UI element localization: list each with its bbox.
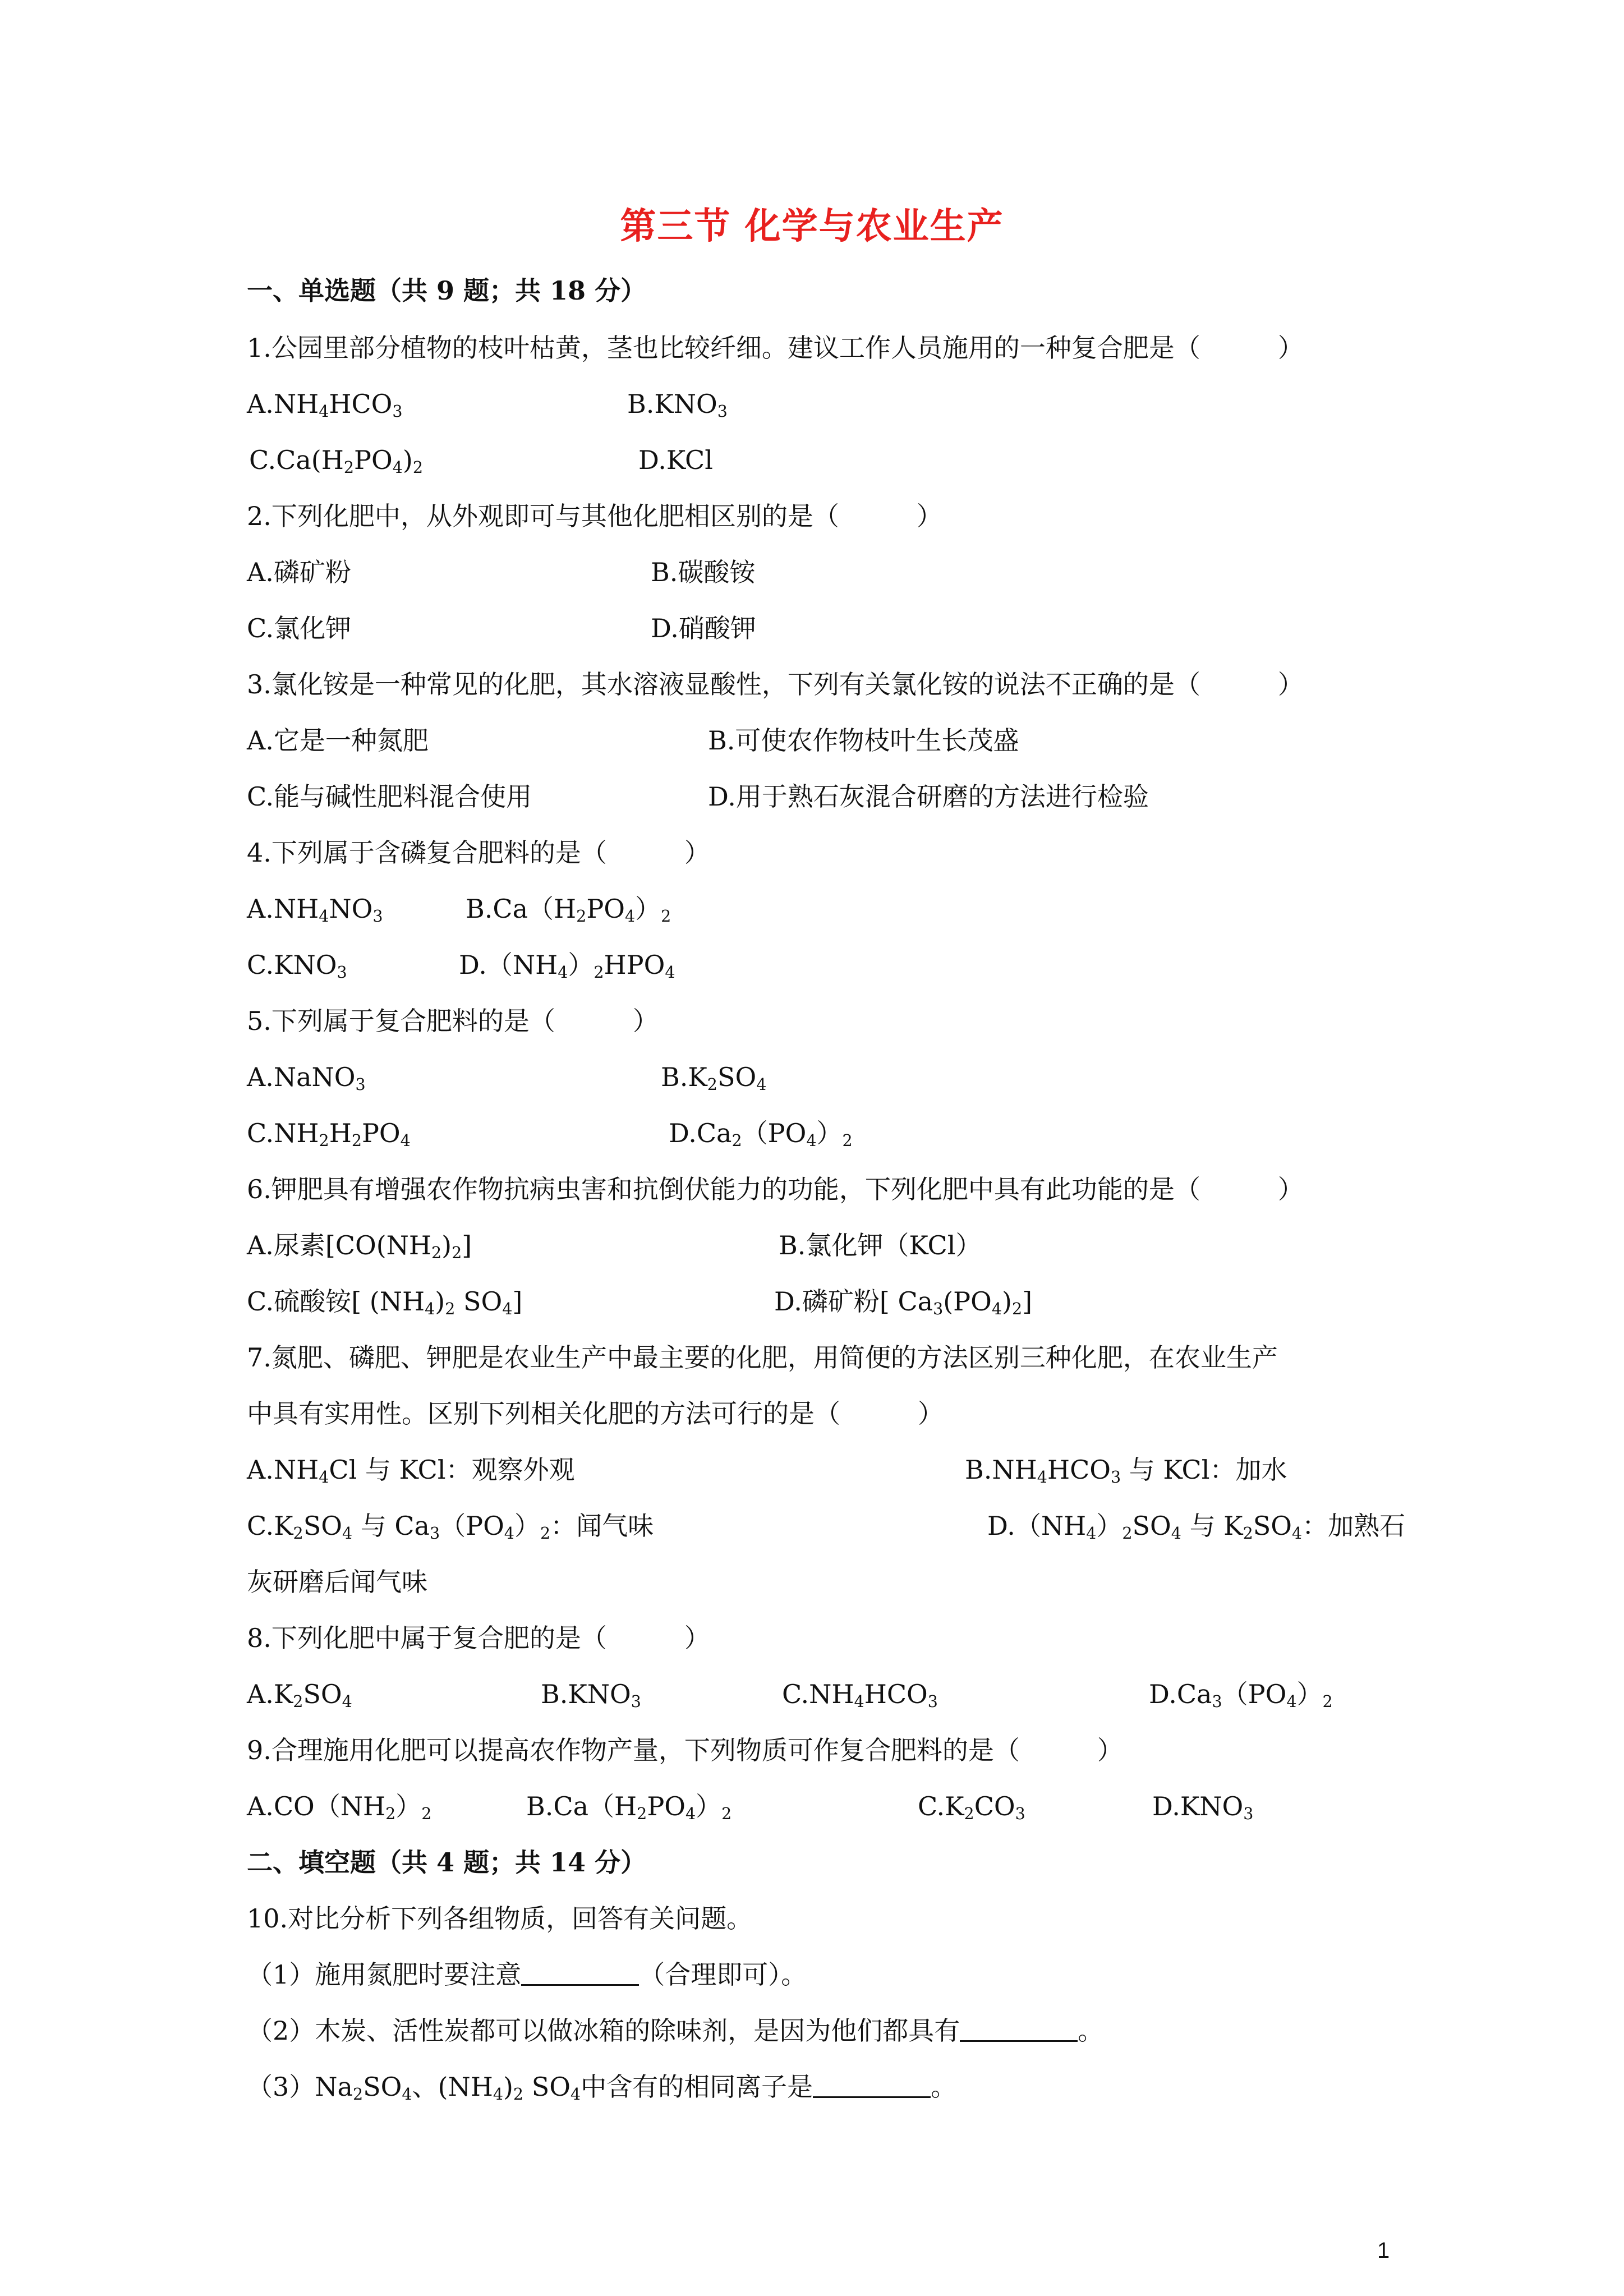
q8-option-b: $B.KNO_3$ <box>541 1679 641 1711</box>
q1-option-d: D.KCl <box>638 445 713 475</box>
q5-option-c: $C.NH_2H_2PO_4$ <box>247 1118 411 1151</box>
q6-option-a: A.尿素$[CO(NH_2)_2]$ <box>247 1230 472 1263</box>
q3-stem: 3.氯化铵是一种常见的化肥，其水溶液显酸性，下列有关氯化铵的说法不正确的是（ ） <box>247 669 1304 700</box>
q3-option-d: D.用于熟石灰混合研磨的方法进行检验 <box>708 781 1149 812</box>
q1-stem: 1.公园里部分植物的枝叶枯黄，茎也比较纤细。建议工作人员施用的一种复合肥是（ ） <box>247 333 1304 363</box>
q10-stem: 10.对比分析下列各组物质，回答有关问题。 <box>247 1903 753 1934</box>
q4-option-c: $C.KNO_3$ <box>247 950 347 982</box>
q7-option-c: $C.K_2SO_4$ 与 $Ca_3(PO_4)_2$：闻气味 <box>247 1511 654 1543</box>
q9-option-b: $B.Ca(H_2PO_4)_2$ <box>526 1791 732 1824</box>
q1-option-c: $C.Ca(H_2PO_4)_2$ <box>249 445 423 477</box>
q5-option-b: $B.K_2SO_4$ <box>661 1062 767 1094</box>
q7-stem-line2: 中具有实用性。区别下列相关化肥的方法可行的是（ ） <box>247 1398 944 1429</box>
q2-option-c: C.氯化钾 <box>247 613 352 643</box>
q7-option-d-continued: 灰研磨后闻气味 <box>247 1567 427 1597</box>
q10-part3: $(3)Na_2SO_4$、$(NH_4)_2$ $SO_4$中含有的相同离子是 。 <box>247 2072 957 2104</box>
q9-option-d: $D.KNO_3$ <box>1152 1791 1254 1824</box>
q2-option-a: A.磷矿粉 <box>247 557 351 587</box>
q5-stem: 5.下列属于复合肥料的是（ ） <box>247 1006 659 1036</box>
q10-blank-3[interactable] <box>813 2074 931 2098</box>
q1-option-b: $B.KNO_3$ <box>627 389 728 421</box>
q6-option-b: B.氯化钾（KCl） <box>779 1230 982 1260</box>
q10-part1: （1）施用氮肥时要注意 （合理即可）。 <box>247 1959 807 1990</box>
page-number: 1 <box>1377 2238 1390 2263</box>
q5-option-d: $D.Ca_2(PO_4)_2$ <box>669 1118 853 1151</box>
q3-option-b: B.可使农作物枝叶生长茂盛 <box>708 725 1019 756</box>
q9-stem: 9.合理施用化肥可以提高农作物产量，下列物质可作复合肥料的是（ ） <box>247 1735 1123 1765</box>
q9-option-a: $A.CO(NH_2)_2$ <box>247 1791 432 1824</box>
q2-stem: 2.下列化肥中，从外观即可与其他化肥相区别的是（ ） <box>247 501 942 531</box>
section-single-choice: 一、单选题（共 9 题；共 18 分） <box>247 275 647 306</box>
q3-option-a: A.它是一种氮肥 <box>247 725 429 756</box>
q5-option-a: A.NaNO$_3$ <box>247 1062 366 1094</box>
section-fill-blank: 二、填空题（共 4 题；共 14 分） <box>247 1847 647 1878</box>
q4-option-d: $D.(NH_4)_2HPO_4$ <box>459 950 675 982</box>
q8-option-a: $A.K_2SO_4$ <box>247 1679 352 1711</box>
page-title: 第三节 化学与农业生产 <box>620 205 1004 247</box>
q10-part2: （2）木炭、活性炭都可以做冰箱的除味剂，是因为他们都具有 。 <box>247 2016 1104 2046</box>
q2-option-d: D.硝酸钾 <box>651 613 756 643</box>
q7-stem-line1: 7.氮肥、磷肥、钾肥是农业生产中最主要的化肥，用简便的方法区别三种化肥，在农业生产 <box>247 1342 1278 1373</box>
q8-option-c: $C.NH_4HCO_3$ <box>782 1679 938 1711</box>
q9-option-c: $C.K_2CO_3$ <box>918 1791 1025 1824</box>
q8-option-d: $D.Ca_3(PO_4)_2$ <box>1149 1679 1333 1711</box>
q10-blank-2[interactable] <box>960 2018 1078 2042</box>
q7-option-b: $B.NH_4HCO_3$ 与 KCl：加水 <box>965 1455 1287 1487</box>
q4-stem: 4.下列属于含磷复合肥料的是（ ） <box>247 838 710 868</box>
q10-blank-1[interactable] <box>521 1962 639 1986</box>
q8-stem: 8.下列化肥中属于复合肥的是（ ） <box>247 1623 710 1653</box>
q6-stem: 6.钾肥具有增强农作物抗病虫害和抗倒伏能力的功能，下列化肥中具有此功能的是（ ） <box>247 1174 1304 1204</box>
q3-option-c: C.能与碱性肥料混合使用 <box>247 781 532 812</box>
q7-option-a: $A.NH_4Cl$ 与 KCl：观察外观 <box>247 1455 575 1487</box>
q2-option-b: B.碳酸铵 <box>651 557 756 587</box>
q6-option-d: D.磷矿粉[ $Ca_3(PO_4)_2$] <box>774 1286 1033 1319</box>
q4-option-b: $B.Ca(H_2PO_4)_2$ <box>466 894 671 926</box>
q4-option-a: $A.NH_4NO_3$ <box>247 894 383 926</box>
q1-option-a: $A.NH_4HCO_3$ <box>247 389 403 421</box>
q7-option-d: $D.(NH_4)_2SO_4$ 与 $K_2SO_4$：加熟石 <box>987 1511 1406 1543</box>
q6-option-c: C.硫酸铵[ $(NH_4)_2$ $SO_4$] <box>247 1286 523 1319</box>
